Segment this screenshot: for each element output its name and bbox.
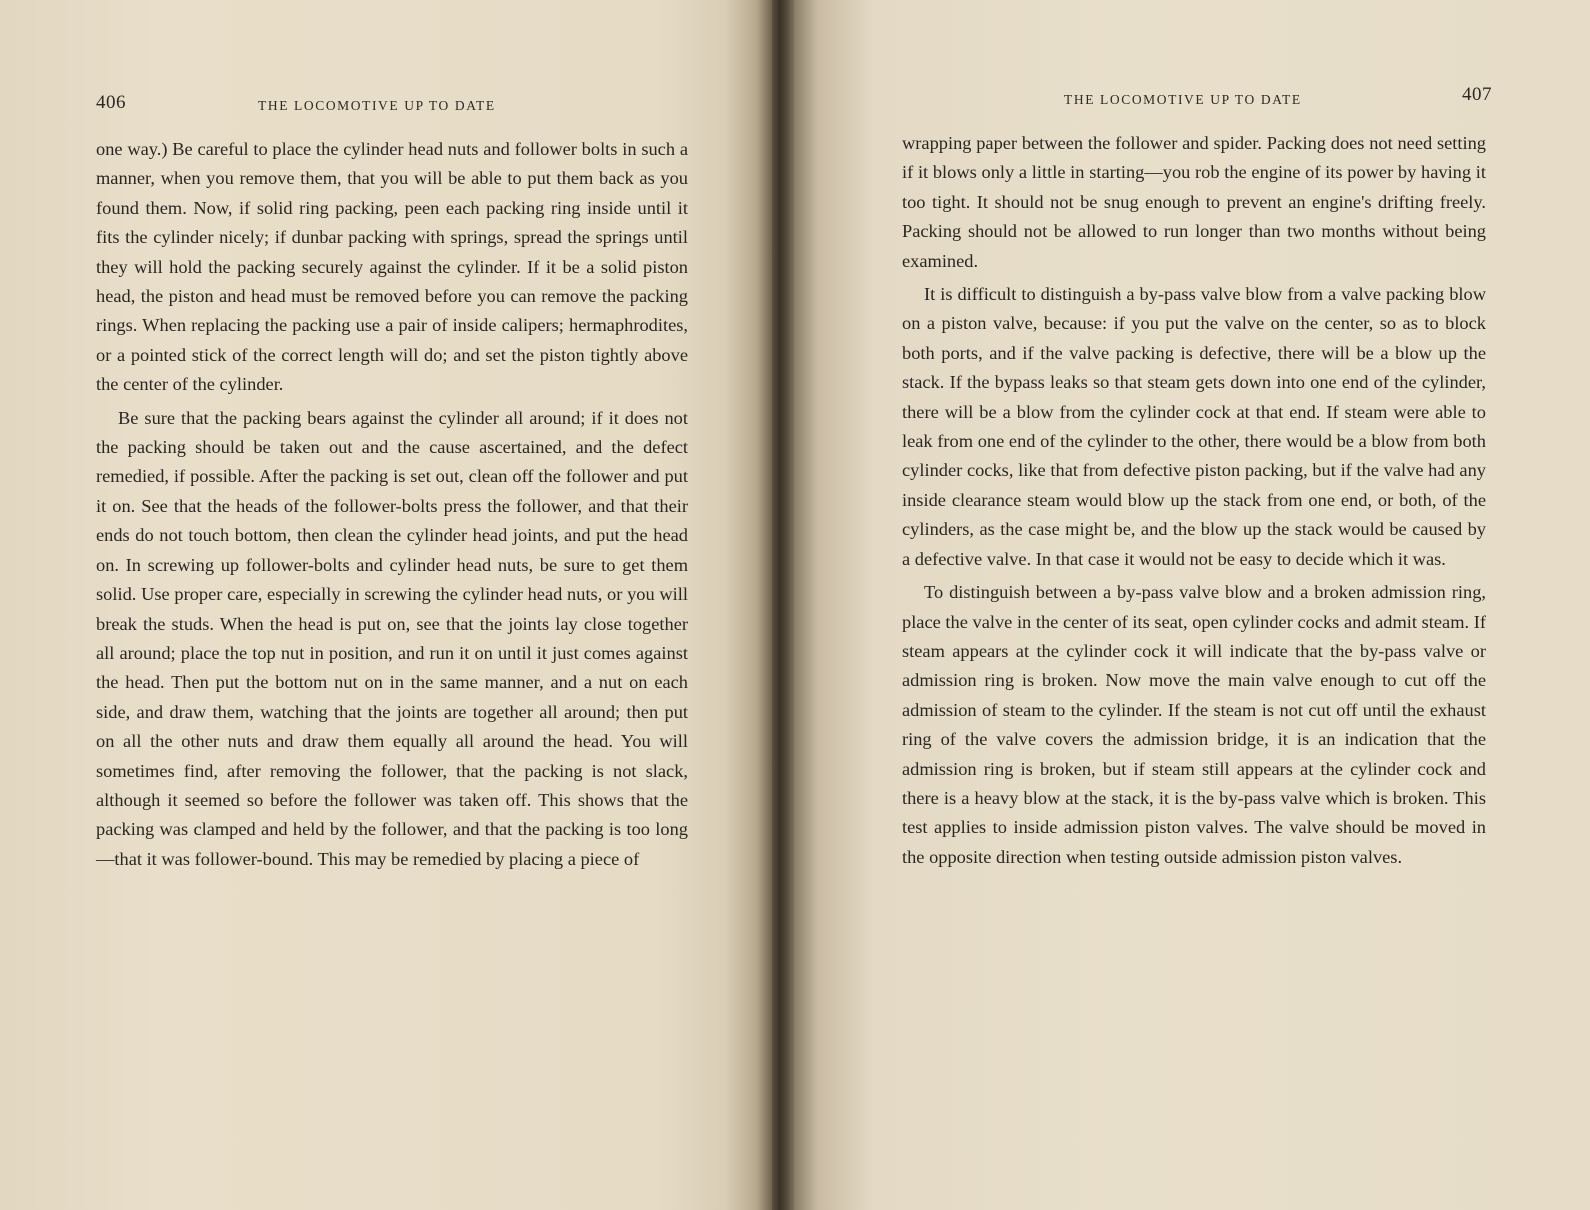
left-page-body: [96, 135, 688, 874]
right-running-head: THE LOCOMOTIVE UP TO DATE: [1064, 92, 1302, 107]
left-paragraph-1: one way.) Be careful to place the cylinder head nuts and follower bolts in such a manner, when you remove them, that you will be able to put them back as you found them. Now, if solid ring packing, peen each packing ring inside until it fits the cylinder nicely; if dunbar packing with springs, spread the springs until they will hold the packing securely against the cylinder. If it be a solid piston head, the piston and head must be removed before you can remove the packing rings. When replacing the packing use a pair of inside calipers; hermaphrodites, or a pointed stick of the correct length will do; and set the piston tightly above the center of the cylinder.: [96, 139, 688, 395]
right-paragraph-3: To distinguish between a by-pass valve blow and a broken admission ring, place the valve in the center of its seat, open cylinder cocks and admit steam. If steam appears at the cylinder cock it will indicate that the by-pass valve or admission ring is broken. Now move the main valve enough to cut off the admission of steam to the cylinder. If the steam is not cut off until the exhaust ring of the valve covers the admission bridge, it is an indication that the admission ring is broken, but if steam still appears at the cylinder cock and there is a heavy blow at the stack, it is the by-pass valve which is broken. This test applies to inside admission piston valves. The valve should be moved in the opposite direction when testing outside admission piston valves.: [902, 582, 1486, 867]
right-page: [794, 0, 1590, 1210]
book-gutter: [772, 0, 794, 1210]
left-running-head: THE LOCOMOTIVE UP TO DATE: [258, 98, 496, 113]
left-paragraph-2: Be sure that the packing bears against the cylinder all around; if it does not the packing should be taken out and the cause ascertained, and the defect remedied, if possible. After the packing is set out, clean off the follower and put it on. See that the heads of the follower-bolts press the follower, and that their ends do not touch bottom, then clean the cylinder head joints, and put the head on. In screwing up follower-bolts and cylinder head nuts, be sure to get them solid. Use proper care, especially in screwing the cylinder head nuts, or you will break the studs. When the head is put on, see that the joints lay close together all around; place the top nut in position, and run it on until it just comes against the head. Then put the bottom nut on in the same manner, and a nut on each side, and draw them, watching that the joints are together all around; then put on all the other nuts and draw them equally all around the head. You will sometimes find, after removing the follower, that the packing is not slack, although it seemed so before the follower was taken off. This shows that the packing was clamped and held by the follower, and that the packing is too long—that it was follower-bound. This may be remedied by placing a piece of: [96, 407, 688, 869]
right-page-number: 407: [1462, 84, 1492, 105]
left-page: [0, 0, 772, 1210]
right-page-body: [902, 129, 1486, 872]
left-page-number: 406: [96, 92, 126, 113]
right-paragraph-1: wrapping paper between the follower and spider. Packing does not need setting if it blows only a little in starting—you rob the engine of its power by having it too tight. It should not be snug enough to prevent an engine's drifting freely. Packing should not be allowed to run longer than two months without being examined.: [902, 133, 1486, 271]
right-paragraph-2: It is difficult to distinguish a by-pass valve blow from a valve packing blow on a piston valve, because: if you put the valve on the center, so as to block both ports, and if the valve packing is defective, there will be a blow up the stack. If the bypass leaks so that steam gets down into one end of the cylinder, there will be a blow from the cylinder cock at that end. If steam were able to leak from one end of the cylinder to the other, there would be a blow from both cylinder cocks, like that from defective piston packing, but if the valve had any inside clearance steam would blow up the stack from one end, or both, of the cylinders, as the case might be, and the blow up the stack would be caused by a defective valve. In that case it would not be easy to decide which it was.: [902, 284, 1486, 569]
